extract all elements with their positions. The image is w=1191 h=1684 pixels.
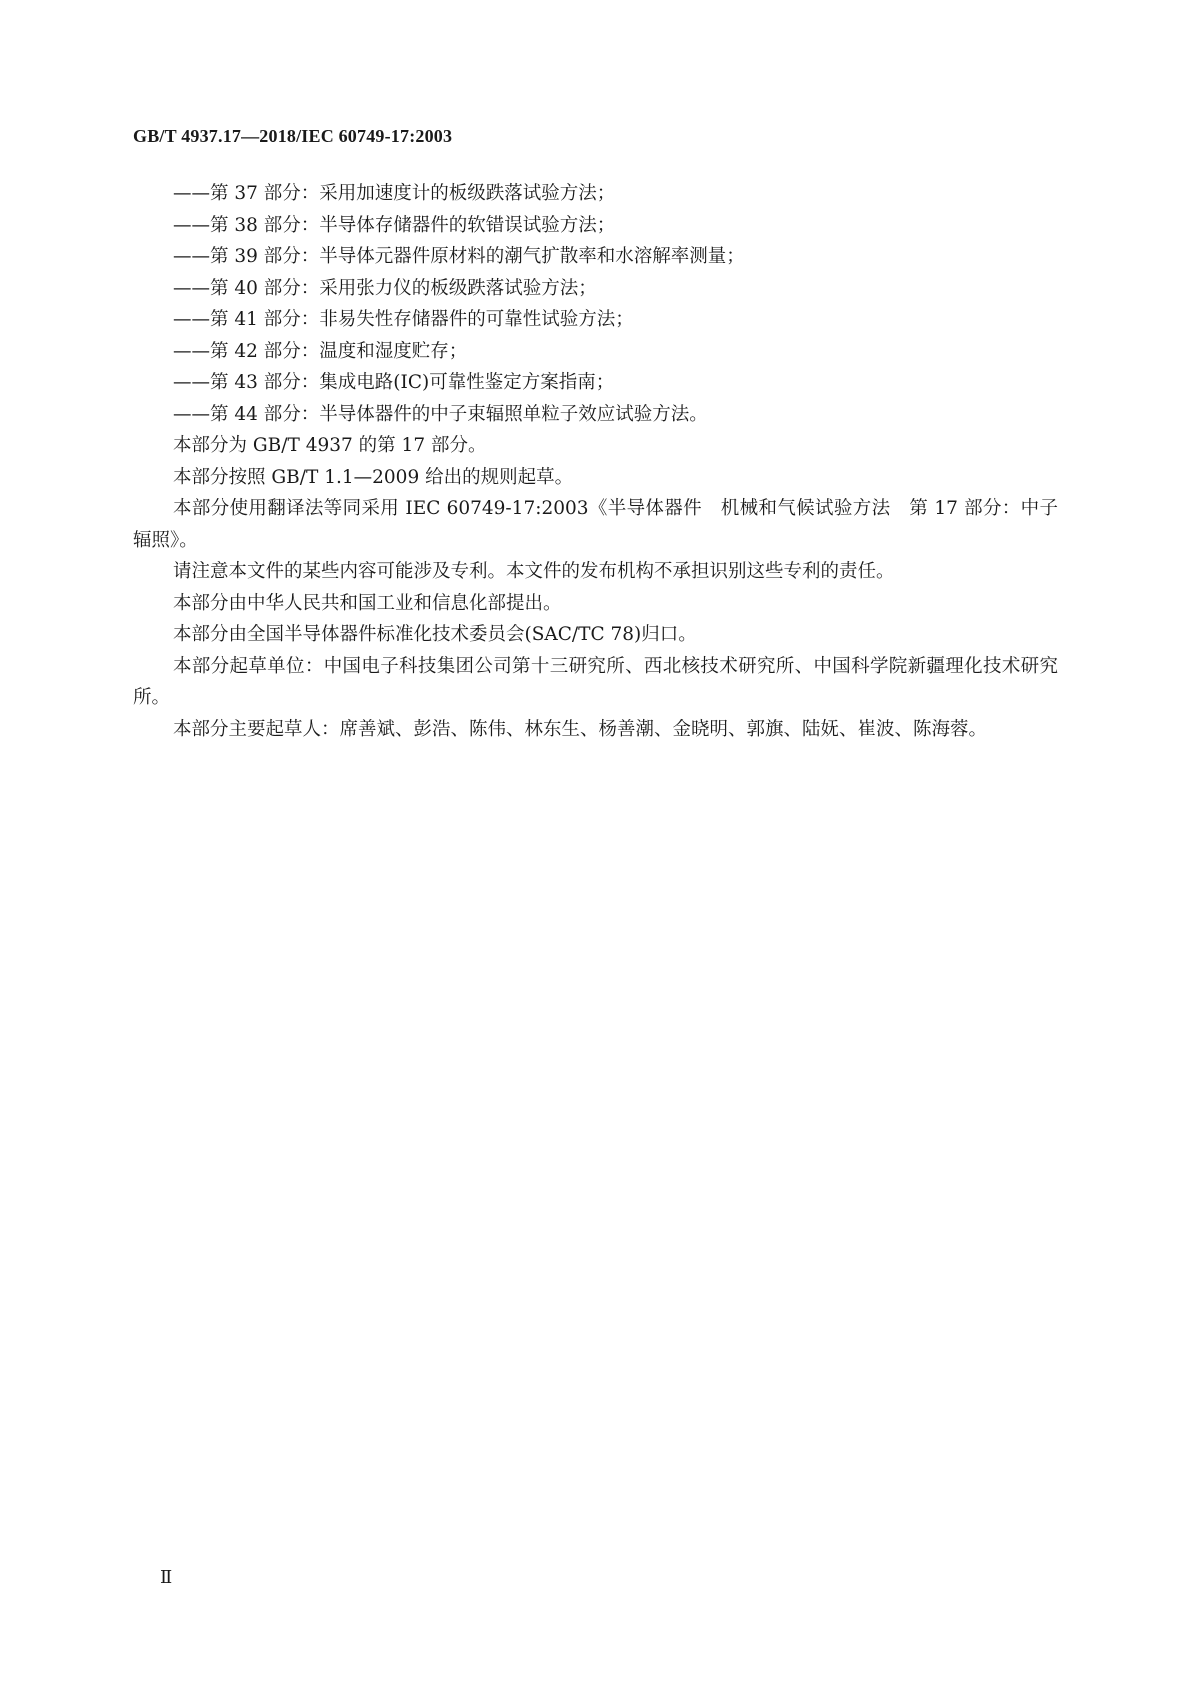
list-item: ——第 44 部分：半导体器件的中子束辐照单粒子效应试验方法。: [173, 403, 708, 425]
paragraph-drafting-units: 本部分起草单位：中国电子科技集团公司第十三研究所、西北核技术研究所、中国科学院新疆理化技术研究所。: [133, 655, 1058, 708]
list-item: ——第 43 部分：集成电路(IC)可靠性鉴定方案指南；: [173, 372, 615, 393]
paragraph-proposer: 本部分由中华人民共和国工业和信息化部提出。: [173, 592, 562, 614]
paragraph-drafting-rules: 本部分按照 GB/T 1.1—2009 给出的规则起草。: [173, 466, 574, 488]
list-item: ——第 40 部分：采用张力仪的板级跌落试验方法；: [173, 277, 597, 299]
paragraph-part-number: 本部分为 GB/T 4937 的第 17 部分。: [173, 435, 487, 456]
page-number: Ⅱ: [160, 1567, 173, 1587]
list-item: ——第 42 部分：温度和湿度贮存；: [173, 340, 468, 362]
document-body: [133, 178, 1058, 745]
paragraph-committee: 本部分由全国半导体器件标准化技术委员会(SAC/TC 78)归口。: [173, 624, 697, 645]
list-item: ——第 41 部分：非易失性存储器件的可靠性试验方法；: [173, 309, 634, 330]
document-header: [133, 126, 452, 147]
list-item: ——第 38 部分：半导体存储器件的软错误试验方法；: [173, 214, 616, 236]
list-item: ——第 37 部分：采用加速度计的板级跌落试验方法；: [173, 183, 616, 204]
paragraph-patent-notice: 请注意本文件的某些内容可能涉及专利。本文件的发布机构不承担识别这些专利的责任。: [173, 561, 895, 582]
standard-code: GB/T 4937.17—2018/IEC 60749-17:2003: [133, 126, 453, 146]
list-item: ——第 39 部分：半导体元器件原材料的潮气扩散率和水溶解率测量；: [173, 246, 745, 267]
paragraph-adoption: 本部分使用翻译法等同采用 IEC 60749-17:2003《半导体器件 机械和气候试验方法 第 17 部分：中子辐照》。: [133, 498, 1058, 551]
paragraph-drafters: 本部分主要起草人：席善斌、彭浩、陈伟、林东生、杨善潮、金晓明、郭旗、陆妩、崔波、陈海蓉。: [173, 718, 988, 740]
